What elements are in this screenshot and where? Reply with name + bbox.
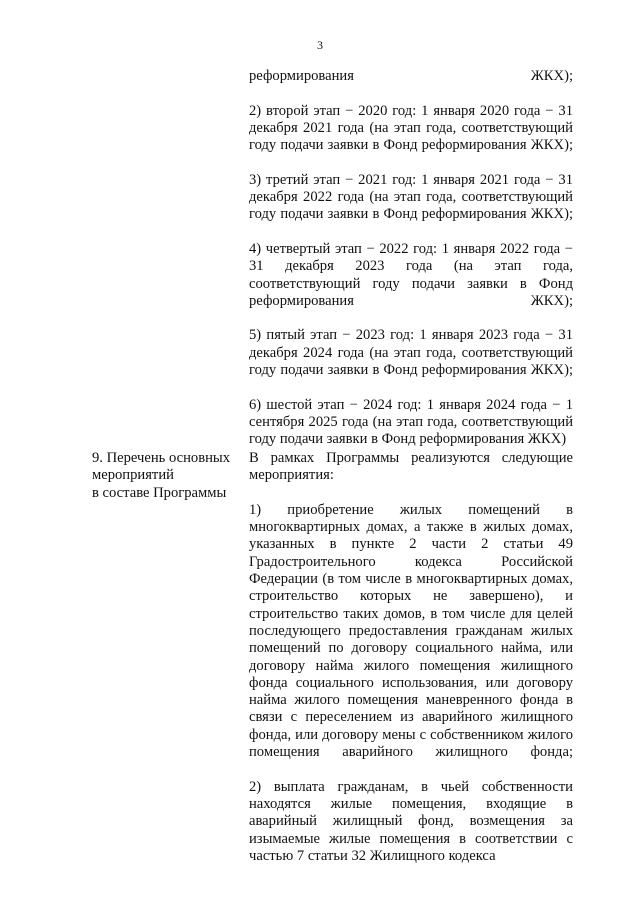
stage-6-item: 6) шестой этап − 2024 год: 1 января 2024 года − 1 сентября 2025 года (на этап года, соответствующий году подачи заявки в Фонд реформирования ЖКХ) xyxy=(249,396,573,448)
page-number: 3 xyxy=(317,38,323,52)
section-9-title-line-3: в составе Программы xyxy=(92,484,227,501)
implementation-stages-list xyxy=(249,68,573,449)
stage-3-item: 3) третий этап − 2021 год: 1 января 2021 года − 31 декабря 2022 года (на этап года, соответствующий году подачи заявки в Фонд реформирования ЖКХ); xyxy=(249,171,573,223)
stage-4-item: 4) четвертый этап − 2022 год: 1 января 2022 года − 31 декабря 2023 года (на этап года, соответствующий году подачи заявки в Фонд реформирования ЖКХ); xyxy=(249,240,573,309)
stage-2-item: 2) второй этап − 2020 год: 1 января 2020 года − 31 декабря 2021 года (на этап года, соответствующий году подачи заявки в Фонд реформирования ЖКХ); xyxy=(249,102,573,154)
measure-1-item: 1) приобретение жилых помещений в многоквартирных домах, а также в жилых домах, указанных в пункте 2 части 2 статьи 49 Градостроительного кодекса Российской Федерации (в том числе в многоквартирных домах, строительство которых не завершено), и строительство таких домов, в том числе для целей последующего предоставления гражданам жилых помещений по договору социального найма, или договору найма жилого помещения жилищного фонда социального использования, или договору найма жилого помещения маневренного фонда в связи с переселением из аварийного жилищного фонда, или договору мены с собственником жилого помещения аварийного жилищного фонда; xyxy=(249,501,573,761)
measure-2-item: 2) выплата гражданам, в чьей собственности находятся жилые помещения, входящие в аварийный жилищный фонд, возмещения за изымаемые жилые помещения в соответствии с частью 7 статьи 32 Жилищного кодекса xyxy=(249,778,573,864)
stage-1-continuation: реформирования ЖКХ); xyxy=(249,68,573,84)
section-9-title-line-1: 9. Перечень основных xyxy=(92,450,230,466)
section-9-measures xyxy=(249,450,573,865)
section-9-title xyxy=(92,450,242,502)
section-9-title-line-2: мероприятий xyxy=(92,467,174,484)
measures-intro: В рамках Программы реализуются следующие мероприятия: xyxy=(249,450,573,484)
stage-5-item: 5) пятый этап − 2023 год: 1 января 2023 года − 31 декабря 2024 года (на этап года, соответствующий году подачи заявки в Фонд реформирования ЖКХ); xyxy=(249,327,573,379)
